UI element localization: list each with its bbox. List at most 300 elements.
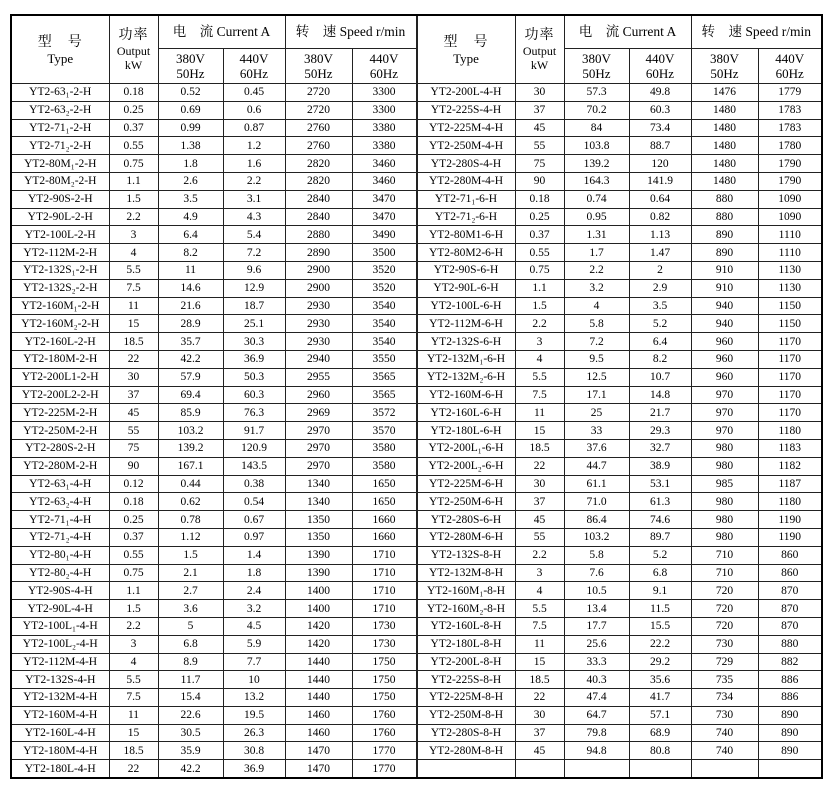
cell-type: YT2-90S-4-H [11,582,109,600]
cell-type: YT2-90S-6-H [417,261,515,279]
cell-current-380v: 11.7 [158,671,223,689]
cell-current-440v: 91.7 [223,422,285,440]
cell-current-380v: 1.38 [158,137,223,155]
cell-type: YT2-250M-6-H [417,493,515,511]
cell-current-380v: 7.2 [564,333,629,351]
table-row [417,564,822,582]
cell-current-380v: 0.69 [158,101,223,119]
cell-type: YT2-160M-4-H [11,706,109,724]
cell-speed-380v: 960 [691,368,758,386]
cell-output-kw: 2.2 [109,617,158,635]
cell-current-440v: 9.6 [223,261,285,279]
cell-speed-440v: 3580 [352,457,416,475]
cell-type: YT2-63₁-4-H [11,475,109,493]
cell-speed-380v: 980 [691,439,758,457]
cell-output-kw: 5.5 [515,368,564,386]
table-row [11,528,416,546]
cell-type: YT2-90S-2-H [11,190,109,208]
cell-current-440v: 3.2 [223,600,285,618]
table-row [11,724,416,742]
cell-current-440v: 1.8 [223,564,285,582]
cell-current-440v: 38.9 [629,457,691,475]
cell-type: YT2-200L₁-6-H [417,439,515,457]
cell-speed-380v: 2840 [285,190,352,208]
cell-speed-440v: 3470 [352,190,416,208]
cell-current-380v: 17.1 [564,386,629,404]
cell-current-380v: 17.7 [564,617,629,635]
col-header-power-unit: kW [530,58,549,72]
cell-output-kw: 4 [109,244,158,262]
cell-current-380v: 103.2 [158,422,223,440]
cell-type: YT2-160L-2-H [11,333,109,351]
table-row [417,172,822,190]
cell-current-380v: 6.8 [158,635,223,653]
cell-output-kw: 0.55 [515,244,564,262]
cell-speed-380v: 890 [691,244,758,262]
cell-output-kw: 5.5 [109,671,158,689]
cell-type: YT2-71₁-4-H [11,511,109,529]
cell-current-380v: 3.6 [158,600,223,618]
cell-output-kw: 4 [109,653,158,671]
cell-speed-380v: 1480 [691,172,758,190]
cell-current-380v: 5.8 [564,315,629,333]
cell-current-440v: 15.5 [629,617,691,635]
voltage-label: 380V [710,51,739,66]
table-row [11,671,416,689]
cell-speed-440v: 890 [758,706,822,724]
right-table-header [417,15,822,84]
cell-type: YT2-132S-6-H [417,333,515,351]
cell-speed-440v: 3380 [352,119,416,137]
cell-speed-380v: 2890 [285,244,352,262]
cell-current-440v: 4.5 [223,617,285,635]
cell-type: YT2-225M-2-H [11,404,109,422]
cell-current-380v: 69.4 [158,386,223,404]
cell-speed-380v: 1400 [285,600,352,618]
cell-speed-380v: 1400 [285,582,352,600]
table-row [417,706,822,724]
cell-current-380v: 70.2 [564,101,629,119]
cell-current-440v: 13.2 [223,689,285,707]
cell-speed-380v: 940 [691,315,758,333]
cell-speed-380v: 2940 [285,350,352,368]
cell-type: YT2-63₂-2-H [11,101,109,119]
cell-type: YT2-80M₂-2-H [11,172,109,190]
cell-current-380v: 2.6 [158,172,223,190]
cell-type: YT2-80₂-4-H [11,564,109,582]
cell-speed-380v: 2955 [285,368,352,386]
cell-current-440v: 1.2 [223,137,285,155]
cell-current-380v: 42.2 [158,760,223,778]
table-row [11,600,416,618]
cell-current-440v: 80.8 [629,742,691,760]
cell-type: YT2-132M-4-H [11,689,109,707]
cell-current-440v: 49.8 [629,84,691,102]
cell-speed-440v: 3540 [352,297,416,315]
cell-output-kw: 11 [515,635,564,653]
cell-speed-440v: 3540 [352,333,416,351]
col-header-speed-440v [758,49,822,84]
cell-output-kw: 45 [109,404,158,422]
cell-speed-440v: 870 [758,600,822,618]
cell-speed-380v: 2820 [285,172,352,190]
cell-current-380v: 1.8 [158,155,223,173]
cell-current-380v: 30.5 [158,724,223,742]
table-row [417,635,822,653]
cell-type: YT2-132M₂-6-H [417,368,515,386]
cell-speed-440v: 3540 [352,315,416,333]
cell-current-380v: 42.2 [158,350,223,368]
cell-current-440v: 68.9 [629,724,691,742]
table-row [417,582,822,600]
cell-type: YT2-132S₁-2-H [11,261,109,279]
cell-current-440v: 18.7 [223,297,285,315]
cell-speed-380v: 970 [691,422,758,440]
cell-current-440v: 74.6 [629,511,691,529]
table-row [11,689,416,707]
cell-current-440v: 1.6 [223,155,285,173]
cell-current-380v: 86.4 [564,511,629,529]
cell-type: YT2-132S₂-2-H [11,279,109,297]
cell-output-kw: 7.5 [515,386,564,404]
cell-current-440v: 10 [223,671,285,689]
cell-current-380v: 0.44 [158,475,223,493]
cell-current-380v: 12.5 [564,368,629,386]
cell-output-kw: 3 [109,226,158,244]
col-header-current-440v [223,49,285,84]
cell-output-kw: 0.55 [109,546,158,564]
cell-speed-380v: 740 [691,742,758,760]
table-row [417,226,822,244]
cell-output-kw: 18.5 [515,671,564,689]
cell-output-kw: 0.18 [109,493,158,511]
col-header-power [109,15,158,84]
cell-speed-440v: 886 [758,671,822,689]
cell-output-kw: 37 [515,724,564,742]
cell-current-380v: 4 [564,297,629,315]
cell-speed-380v: 880 [691,208,758,226]
cell-type: YT2-90L-2-H [11,208,109,226]
cell-speed-440v: 1150 [758,297,822,315]
cell-current-440v: 0.45 [223,84,285,102]
cell-speed-440v: 882 [758,653,822,671]
cell-type: YT2-225S-8-H [417,671,515,689]
cell-current-380v: 3.5 [158,190,223,208]
cell-current-440v: 61.3 [629,493,691,511]
cell-speed-380v: 985 [691,475,758,493]
cell-current-440v: 53.1 [629,475,691,493]
cell-speed-440v: 3460 [352,172,416,190]
cell-type: YT2-71₂-4-H [11,528,109,546]
cell-speed-440v: 1710 [352,600,416,618]
table-row [11,404,416,422]
cell-type: YT2-280M-4-H [417,172,515,190]
cell-current-440v: 120.9 [223,439,285,457]
cell-speed-380v: 2760 [285,119,352,137]
cell-speed-380v: 1480 [691,119,758,137]
freq-label: 60Hz [369,66,399,81]
cell-speed-380v: 720 [691,600,758,618]
cell-speed-380v: 980 [691,528,758,546]
cell-type: YT2-180L-8-H [417,635,515,653]
cell-current-440v: 26.3 [223,724,285,742]
cell-speed-380v: 940 [691,297,758,315]
table-row [417,760,822,778]
cell-current-440v: 0.38 [223,475,285,493]
cell-output-kw: 22 [515,689,564,707]
cell-speed-440v: 1790 [758,172,822,190]
freq-label: 60Hz [239,66,269,81]
cell-speed-380v: 1470 [285,760,352,778]
cell-output-kw: 0.37 [515,226,564,244]
cell-speed-380v: 980 [691,493,758,511]
cell-current-380v: 3.2 [564,279,629,297]
cell-current-440v: 0.67 [223,511,285,529]
cell-type: YT2-80M2-6-H [417,244,515,262]
cell-speed-380v: 2900 [285,279,352,297]
cell-type: YT2-225M-8-H [417,689,515,707]
cell-current-440v: 143.5 [223,457,285,475]
cell-speed-440v: 1650 [352,475,416,493]
table-row [417,101,822,119]
table-row [11,457,416,475]
cell-speed-440v: 1750 [352,671,416,689]
cell-speed-440v: 1190 [758,528,822,546]
col-header-type-en: Type [453,50,479,66]
cell-output-kw: 37 [515,493,564,511]
cell-speed-380v: 2970 [285,439,352,457]
cell-speed-380v: 2820 [285,155,352,173]
cell-current-440v: 11.5 [629,600,691,618]
cell-type: YT2-225S-4-H [417,101,515,119]
cell-speed-440v: 890 [758,742,822,760]
cell-output-kw: 2.2 [109,208,158,226]
cell-output-kw: 0.37 [109,119,158,137]
cell-speed-440v: 1090 [758,190,822,208]
table-row [11,155,416,173]
cell-speed-440v: 3520 [352,279,416,297]
cell-speed-380v: 1350 [285,528,352,546]
cell-speed-380v: 960 [691,333,758,351]
cell-speed-380v: 980 [691,511,758,529]
cell-speed-440v: 1779 [758,84,822,102]
cell-output-kw: 45 [515,511,564,529]
cell-speed-380v: 1440 [285,671,352,689]
cell-output-kw: 22 [109,350,158,368]
cell-current-380v: 0.78 [158,511,223,529]
cell-speed-380v: 2960 [285,386,352,404]
cell-speed-440v: 1750 [352,653,416,671]
cell-type: YT2-250M-4-H [417,137,515,155]
table-row [11,279,416,297]
cell-current-380v: 25.6 [564,635,629,653]
cell-current-380v: 1.7 [564,244,629,262]
table-row [11,653,416,671]
cell-speed-380v: 2720 [285,101,352,119]
cell-output-kw: 18.5 [109,333,158,351]
col-header-type-cn: 型 号 [443,34,489,50]
cell-current-440v: 0.82 [629,208,691,226]
cell-output-kw: 4 [515,350,564,368]
cell-output-kw: 7.5 [109,689,158,707]
table-row [417,208,822,226]
cell-output-kw: 30 [109,368,158,386]
cell-current-440v: 57.1 [629,706,691,724]
cell-type: YT2-160M₁-8-H [417,582,515,600]
cell-type [417,760,515,778]
cell-current-380v: 11 [158,261,223,279]
table-row [417,279,822,297]
cell-current-380v: 0.74 [564,190,629,208]
cell-speed-440v: 1110 [758,244,822,262]
cell-speed-440v: 1783 [758,119,822,137]
cell-type: YT2-250M-8-H [417,706,515,724]
cell-speed-440v: 1710 [352,546,416,564]
voltage-label: 380V [582,51,611,66]
cell-current-440v: 5.2 [629,546,691,564]
table-row [417,653,822,671]
table-row [11,706,416,724]
cell-type: YT2-100L-2-H [11,226,109,244]
cell-speed-380v: 1390 [285,546,352,564]
cell-type: YT2-100L₁-4-H [11,617,109,635]
cell-speed-440v: 1780 [758,137,822,155]
cell-speed-440v: 1770 [352,760,416,778]
cell-output-kw: 4 [515,582,564,600]
table-row [11,564,416,582]
cell-speed-380v: 710 [691,546,758,564]
cell-current-440v: 1.4 [223,546,285,564]
cell-current-440v: 0.6 [223,101,285,119]
cell-output-kw: 55 [515,528,564,546]
cell-current-440v: 6.4 [629,333,691,351]
cell-speed-440v: 1750 [352,689,416,707]
cell-speed-440v: 1183 [758,439,822,457]
table-row [11,172,416,190]
cell-output-kw: 15 [109,315,158,333]
cell-current-380v: 35.7 [158,333,223,351]
cell-speed-440v: 3572 [352,404,416,422]
table-row [11,635,416,653]
col-header-speed: 转 速 Speed r/min [691,15,822,49]
cell-current-440v: 30.3 [223,333,285,351]
cell-type: YT2-180L-4-H [11,760,109,778]
cell-speed-440v: 1170 [758,368,822,386]
right-table-body [417,84,822,779]
cell-current-380v: 33 [564,422,629,440]
voltage-label: 440V [645,51,675,66]
cell-speed-440v: 1180 [758,422,822,440]
table-row [11,84,416,102]
cell-current-380v: 79.8 [564,724,629,742]
cell-speed-440v: 1110 [758,226,822,244]
table-row [417,475,822,493]
col-header-speed-380v [285,49,352,84]
col-header-speed-440v [352,49,416,84]
left-table-header [11,15,416,84]
cell-current-440v: 50.3 [223,368,285,386]
cell-speed-380v: 2840 [285,208,352,226]
cell-type: YT2-280S-4-H [417,155,515,173]
cell-current-440v: 32.7 [629,439,691,457]
cell-type: YT2-160M₂-2-H [11,315,109,333]
cell-current-440v: 35.6 [629,671,691,689]
cell-current-380v: 103.8 [564,137,629,155]
col-header-current-380v [158,49,223,84]
cell-output-kw: 5.5 [515,600,564,618]
table-row [11,439,416,457]
motor-spec-table-left [10,14,417,779]
cell-type: YT2-250M-2-H [11,422,109,440]
cell-type: YT2-132S-8-H [417,546,515,564]
cell-speed-440v: 1170 [758,333,822,351]
table-row [417,422,822,440]
cell-speed-440v: 3470 [352,208,416,226]
cell-current-440v: 22.2 [629,635,691,653]
cell-current-380v: 6.4 [158,226,223,244]
cell-speed-440v: 1187 [758,475,822,493]
cell-type: YT2-132S-4-H [11,671,109,689]
cell-current-380v: 25 [564,404,629,422]
cell-output-kw: 1.5 [515,297,564,315]
voltage-label: 440V [369,51,399,66]
cell-speed-380v: 1440 [285,689,352,707]
table-row [11,190,416,208]
cell-output-kw: 0.12 [109,475,158,493]
col-header-type [417,15,515,84]
cell-current-440v: 88.7 [629,137,691,155]
freq-label: 50Hz [304,66,333,81]
cell-output-kw: 11 [109,706,158,724]
cell-current-380v: 94.8 [564,742,629,760]
cell-type: YT2-180M-2-H [11,350,109,368]
col-header-power-cn: 功率 [118,28,149,43]
freq-label: 50Hz [710,66,739,81]
cell-output-kw: 0.37 [109,528,158,546]
cell-current-380v: 2.2 [564,261,629,279]
cell-speed-380v: 1340 [285,475,352,493]
cell-type: YT2-63₁-2-H [11,84,109,102]
cell-output-kw: 18.5 [109,742,158,760]
cell-output-kw: 15 [109,724,158,742]
cell-current-380v: 167.1 [158,457,223,475]
cell-current-380v: 44.7 [564,457,629,475]
cell-type: YT2-200L1-2-H [11,368,109,386]
cell-type: YT2-112M-2-H [11,244,109,262]
cell-output-kw: 1.1 [109,172,158,190]
cell-speed-380v: 970 [691,386,758,404]
cell-speed-380v: 970 [691,404,758,422]
cell-speed-440v: 3520 [352,261,416,279]
table-row [11,226,416,244]
table-row [11,617,416,635]
table-row [417,511,822,529]
cell-current-380v: 2.7 [158,582,223,600]
cell-current-440v: 2.9 [629,279,691,297]
voltage-label: 380V [176,51,205,66]
cell-current-380v: 8.2 [158,244,223,262]
cell-current-440v: 141.9 [629,172,691,190]
cell-type: YT2-180M-4-H [11,742,109,760]
cell-current-380v: 35.9 [158,742,223,760]
table-row [417,155,822,173]
cell-speed-380v: 1340 [285,493,352,511]
table-row [11,350,416,368]
table-row [417,386,822,404]
cell-current-380v: 14.6 [158,279,223,297]
cell-current-380v: 164.3 [564,172,629,190]
cell-type: YT2-160M-6-H [417,386,515,404]
